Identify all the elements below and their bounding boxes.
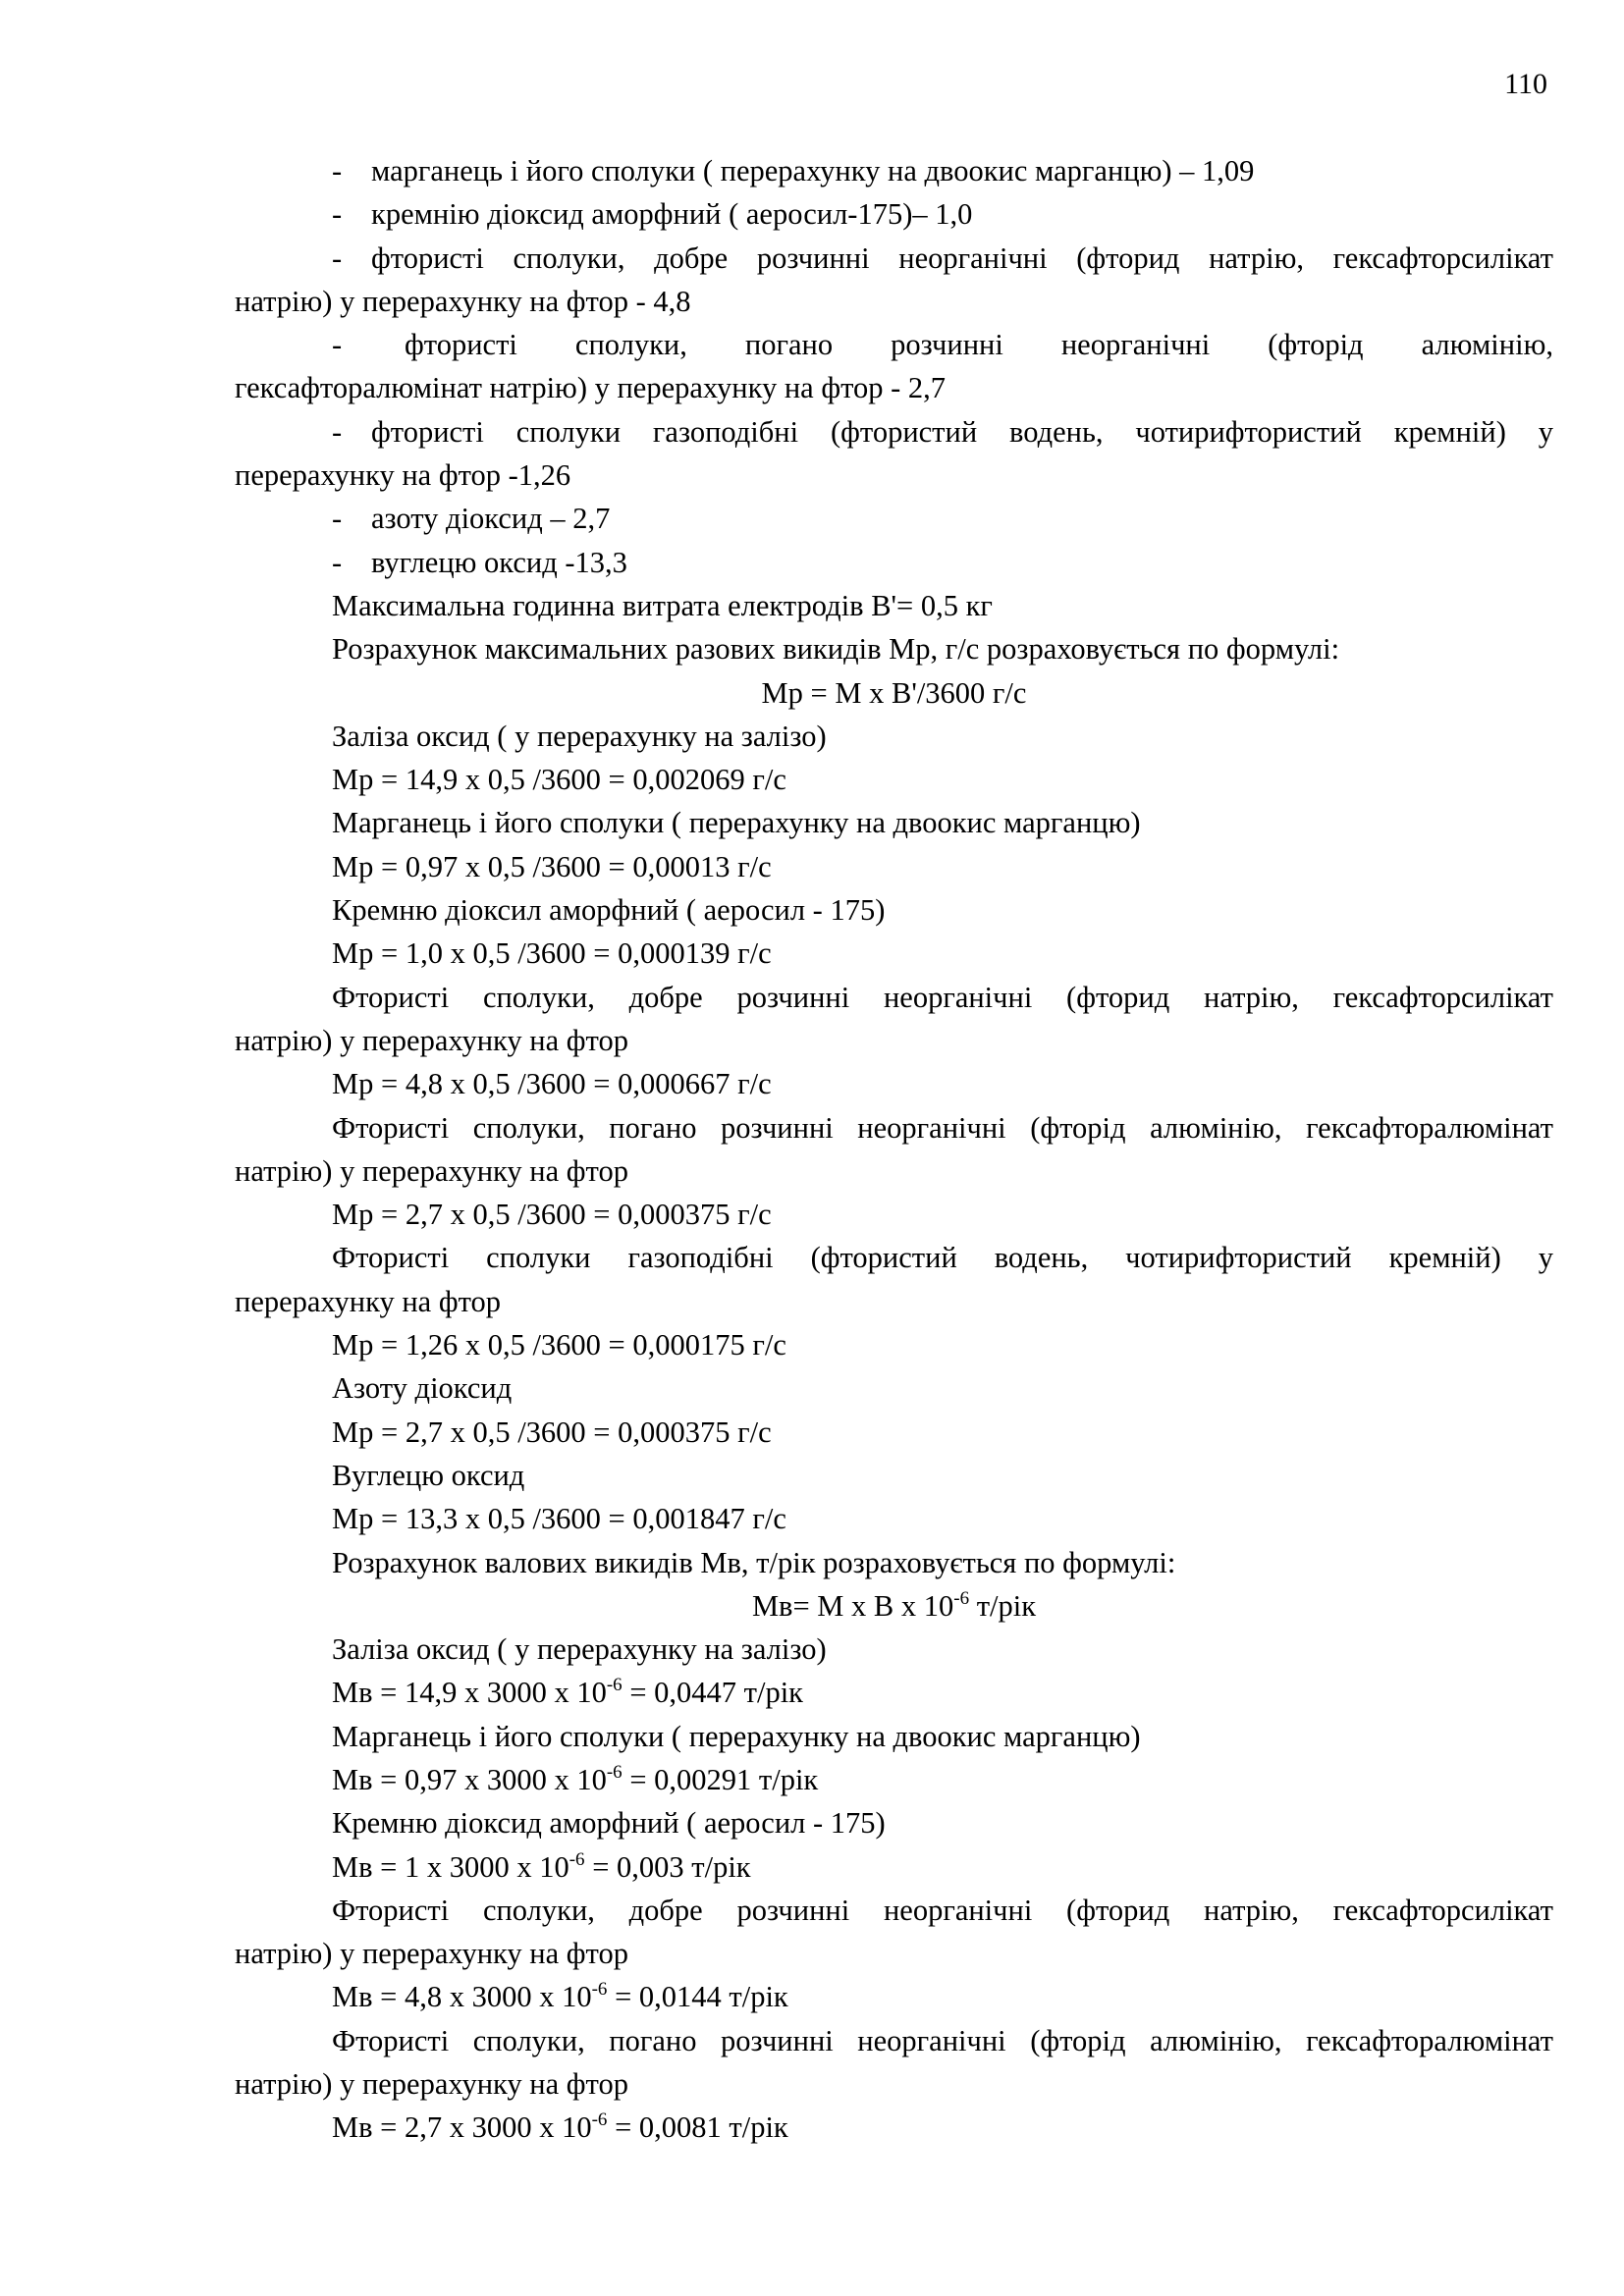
substance-heading-continuation: натрію) у перерахунку на фтор [235, 1937, 628, 1971]
paragraph: Максимальна годинна витрата електродів В'= 0,5 кг [332, 588, 993, 622]
page-number: 110 [1504, 68, 1547, 100]
paragraph: Розрахунок валових викидів Мв, т/рік розраховується по формулі: [332, 1545, 1176, 1579]
calculation: Мр = 4,8 х 0,5 /3600 = 0,000667 г/с [332, 1067, 772, 1101]
substance-heading: Фтористі сполуки, погано розчинні неорганічні (фторід алюмінію, гексафторалюмінат [332, 2023, 1553, 2057]
substance-heading: Вуглецю оксид [332, 1458, 525, 1492]
list-item: - азоту діоксид – 2,7 [332, 502, 611, 536]
calculation: Мр = 1,26 х 0,5 /3600 = 0,000175 г/с [332, 1328, 786, 1362]
calculation: Мв = 14,9 х 3000 х $10^{-6} = 0,0447$ т/рік [332, 1675, 803, 1710]
list-item: - фтористі сполуки, погано розчинні неорганічні (фторід алюмінію, [332, 328, 1553, 362]
list-item: - фтористі сполуки, добре розчинні неорганічні (фторид натрію, гексафторсилікат [332, 240, 1553, 275]
substance-heading: Заліза оксид ( у перерахунку на залізо) [332, 719, 827, 753]
formula: Мр = М х В'/3600 г/с [761, 675, 1027, 710]
substance-heading-continuation: натрію) у перерахунку на фтор [235, 1023, 628, 1057]
substance-heading: Кремню діоксид аморфний ( аеросил - 175) [332, 1806, 886, 1841]
calculation: Мр = 13,3 х 0,5 /3600 = 0,001847 г/с [332, 1502, 786, 1536]
calculation: Мр = 1,0 х 0,5 /3600 = 0,000139 г/с [332, 936, 772, 971]
paragraph: Розрахунок максимальних разових викидів Мр, г/с розраховується по формулі: [332, 632, 1340, 667]
calculation: Мр = 14,9 х 0,5 /3600 = 0,002069 г/с [332, 763, 786, 797]
substance-heading: Кремню діоксил аморфний ( аеросил - 175) [332, 893, 886, 928]
calculation: Мр = 2,7 х 0,5 /3600 = 0,000375 г/с [332, 1198, 772, 1232]
list-item-continuation: гексафторалюмінат натрію) у перерахунку на фтор - 2,7 [235, 371, 947, 405]
formula: Мв= М х В х $10^{-6}$ т/рік [751, 1587, 1037, 1623]
substance-heading-continuation: натрію) у перерахунку на фтор [235, 1153, 628, 1188]
calculation: Мв = 0,97 х 3000 х $10^{-6} = 0,00291$ т/рік [332, 1761, 819, 1796]
substance-heading: Фтористі сполуки, погано розчинні неорганічні (фторід алюмінію, гексафторалюмінат [332, 1110, 1553, 1145]
calculation: Мр = 0,97 х 0,5 /3600 = 0,00013 г/с [332, 849, 772, 883]
list-item: - вуглецю оксид -13,3 [332, 545, 627, 579]
list-item: - марганець і його сполуки ( перерахунку на двоокис марганцю) – 1,09 [332, 154, 1255, 187]
substance-heading: Марганець і його сполуки ( перерахунку на двоокис марганцю) [332, 1719, 1141, 1753]
calculation: Мв = 4,8 х 3000 х $10^{-6} = 0,0144$ т/рік [332, 1979, 788, 2014]
list-item-continuation: перерахунку на фтор -1,26 [235, 458, 571, 493]
list-item-continuation: натрію) у перерахунку на фтор - 4,8 [235, 284, 691, 318]
calculation: Мр = 2,7 х 0,5 /3600 = 0,000375 г/с [332, 1415, 772, 1449]
substance-heading: Марганець і його сполуки ( перерахунку на двоокис марганцю) [332, 806, 1141, 840]
list-item: - фтористі сполуки газоподібні (фтористий водень, чотирифтористий кремній) у [332, 414, 1553, 449]
substance-heading: Фтористі сполуки газоподібні (фтористий водень, чотирифтористий кремній) у [332, 1241, 1553, 1275]
substance-heading-continuation: перерахунку на фтор [235, 1284, 502, 1318]
substance-heading: Фтористі сполуки, добре розчинні неорганічні (фторид натрію, гексафторсилікат [332, 980, 1553, 1014]
substance-heading: Азоту діоксид [332, 1371, 513, 1406]
substance-heading-continuation: натрію) у перерахунку на фтор [235, 2067, 628, 2102]
substance-heading: Фтористі сполуки, добре розчинні неорганічні (фторид натрію, гексафторсилікат [332, 1893, 1553, 1927]
calculation: Мв = 1 х 3000 х $10^{-6} = 0,003$ т/рік [332, 1848, 751, 1884]
document-body [235, 149, 1553, 2150]
list-item: - кремнію діоксид аморфний ( аеросил-175)– 1,0 [332, 197, 973, 232]
substance-heading: Заліза оксид ( у перерахунку на залізо) [332, 1632, 827, 1667]
calculation: Мв = 2,7 х 3000 х $10^{-6} = 0,0081$ т/рік [332, 2109, 788, 2145]
